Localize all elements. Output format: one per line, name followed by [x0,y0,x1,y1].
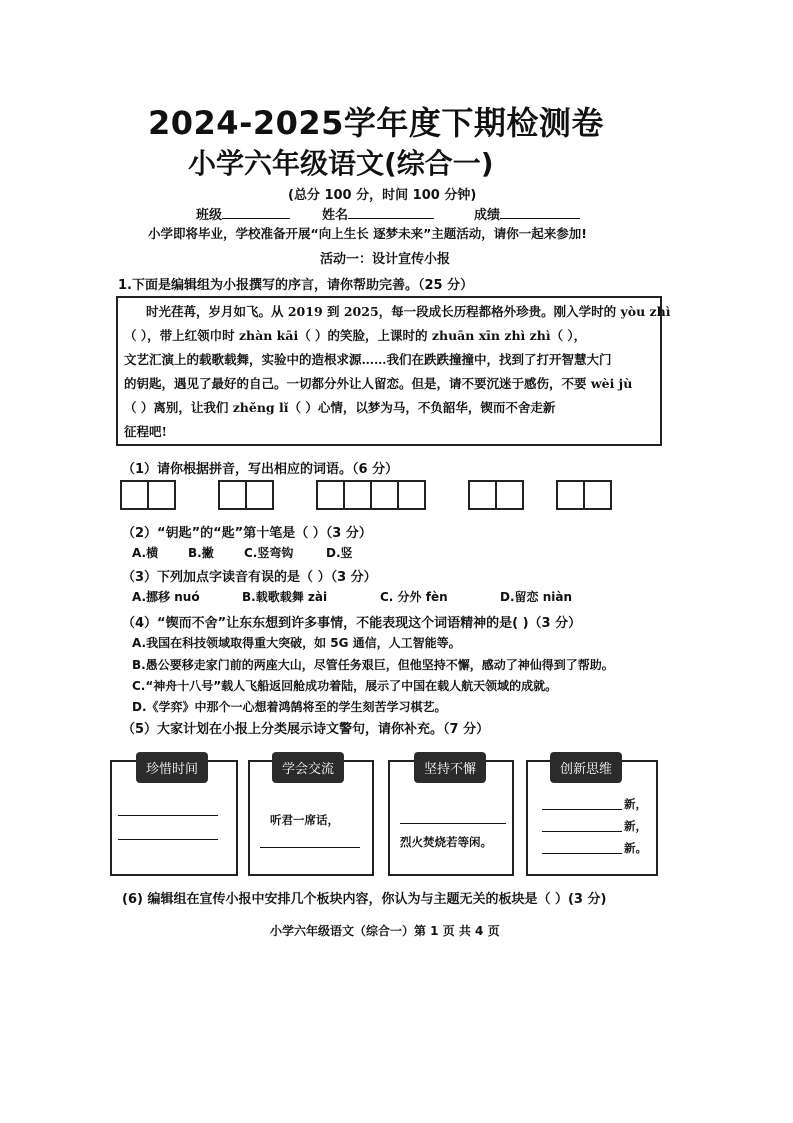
category-tag: 创新思维 [550,752,622,783]
option-c: C. 分外 fèn [380,590,448,604]
option-b: B.愚公要移走家门前的两座大山，尽管任务艰巨，但他坚持不懈，感动了神仙得到了帮助。 [132,658,614,672]
category-card-perseverance [388,760,514,876]
category-card-time [110,760,238,876]
preface-line: 征程吧! [124,424,167,439]
answer-cell[interactable] [370,480,399,510]
category-tag: 学会交流 [272,752,344,783]
name-blank[interactable] [348,206,434,219]
sub-question-2: （2）“钥匙”的“匙”第十笔是（ ）（3 分） [122,526,372,541]
poem-line: 新， [624,819,647,833]
class-blank[interactable] [222,206,290,219]
class-field [196,204,290,223]
answer-box-group [556,480,610,512]
category-tag: 坚持不懈 [414,752,486,783]
answer-cell[interactable] [397,480,426,510]
option-d: D.竖 [326,546,353,560]
score-info: (总分 100 分，时间 100 分钟) [288,188,477,203]
grade-label: 成绩 [474,208,501,223]
option-d: D.《学弈》中那个一心想着鸿鹄将至的学生刻苦学习棋艺。 [132,700,447,714]
answer-line[interactable] [542,852,622,854]
answer-cell[interactable] [120,480,149,510]
answer-line[interactable] [542,808,622,810]
answer-line[interactable] [400,822,506,824]
sub-question-1: （1）请你根据拼音，写出相应的词语。（6 分） [122,462,399,477]
preface-line: 文艺汇演上的载歌载舞，实验中的造根求源……我们在跌跌撞撞中，找到了打开智慧大门 [124,352,612,367]
category-card-communication [248,760,374,876]
answer-cell[interactable] [556,480,585,510]
option-d: D.留恋 niàn [500,590,572,604]
preface-box [116,296,671,446]
answer-box-group [120,480,174,512]
poem-line: 新。 [624,841,647,855]
answer-box-group [316,480,424,512]
option-a: A.横 [132,546,159,560]
answer-cell[interactable] [245,480,274,510]
option-c: C.竖弯钩 [244,546,294,560]
sub-question-5: （5）大家计划在小报上分类展示诗文警句，请你补充。（7 分） [122,722,490,737]
option-c: C.“神舟十八号”载人飞船返回舱成功着陆，展示了中国在载人航天领域的成就。 [132,679,558,693]
sub-question-6: (6) 编辑组在宣传小报中安排几个板块内容，你认为与主题无关的板块是（ ）(3 分) [122,892,607,907]
answer-cell[interactable] [147,480,176,510]
page-footer: 小学六年级语文（综合一）第 1 页 共 4 页 [270,924,500,938]
question-1-title: 1.下面是编辑组为小报撰写的序言，请你帮助完善。（25 分） [118,278,474,293]
answer-line[interactable] [118,838,218,840]
poem-line: 新， [624,797,647,811]
name-label: 姓名 [322,208,349,223]
answer-line[interactable] [542,830,622,832]
preface-line: （ ），带上红领巾时 zhàn kāi（ ）的笑脸，上课时的 zhuān xīn zhì zhì（ ）， [124,328,587,343]
answer-line[interactable] [118,814,218,816]
answer-box-group [218,480,272,512]
answer-cell[interactable] [316,480,345,510]
option-a: A.挪移 nuó [132,590,200,604]
preface-line: 时光荏苒，岁月如飞。从 2019 到 2025，每一段成长历程都格外珍贵。刚入学时的 yòu zhì [146,304,671,319]
poem-line: 听君一席话， [270,813,339,827]
sub-question-3: （3）下列加点字读音有误的是（ ）（3 分） [122,570,377,585]
exam-subtitle: 小学六年级语文(综合一) [188,147,494,180]
category-tag: 珍惜时间 [136,752,208,783]
answer-cell[interactable] [583,480,612,510]
preface-line: 的钥匙，遇见了最好的自己。一切都分外让人留恋。但是，请不要沉迷于感伤，不要 wèi jù [124,376,633,391]
option-b: B.载歌载舞 zài [242,590,328,604]
preface-line: （ ）离别，让我们 zhěng lǐ（ ）心情，以梦为马，不负韶华，锲而不舍走新 [124,400,556,415]
sub-question-4: （4）“锲而不舍”让东东想到许多事情，不能表现这个词语精神的是( )（3 分） [122,616,582,631]
grade-field [474,204,580,223]
activity-heading: 活动一：设计宣传小报 [320,252,451,267]
option-b: B.撇 [188,546,214,560]
answer-cell[interactable] [468,480,497,510]
intro-text: 小学即将毕业，学校准备开展“向上生长 逐梦未来”主题活动，请你一起来参加! [148,226,587,241]
class-label: 班级 [196,208,223,223]
option-a: A.我国在科技领域取得重大突破，如 5G 通信，人工智能等。 [132,636,461,650]
answer-cell[interactable] [218,480,247,510]
exam-title: 2024-2025学年度下期检测卷 [148,104,604,142]
poem-line: 烈火焚烧若等闲。 [400,835,492,849]
grade-blank[interactable] [500,206,580,219]
answer-line[interactable] [260,846,360,848]
category-card-innovation [526,760,658,876]
answer-cell[interactable] [343,480,372,510]
name-field [322,204,434,223]
answer-box-group [468,480,522,512]
answer-cell[interactable] [495,480,524,510]
